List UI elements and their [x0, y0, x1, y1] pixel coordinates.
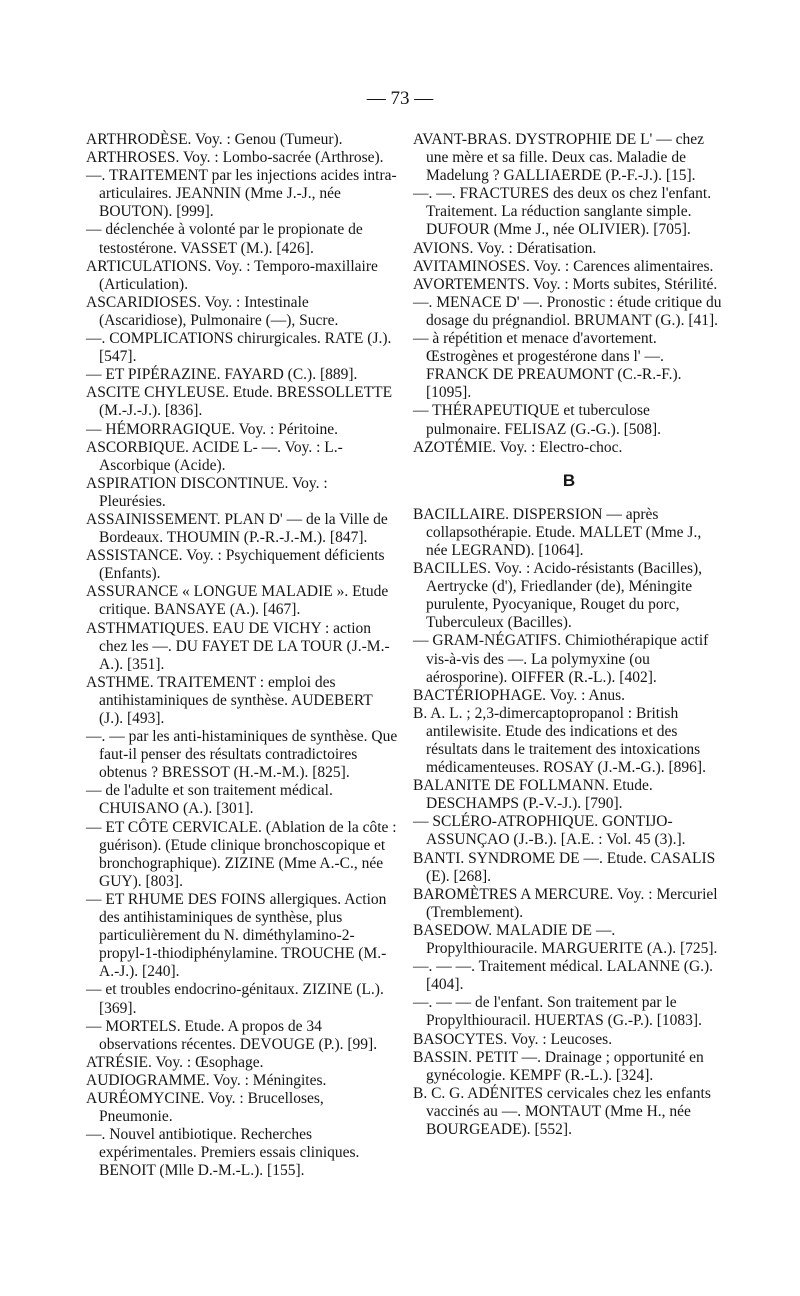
- index-entry: AVANT-BRAS. DYSTROPHIE DE L' — chez une mère et sa fille. Deux cas. Maladie de Madelung ? GALLIAERDE (P.-F.-J.). [15].: [413, 131, 704, 185]
- index-entry: BACILLAIRE. DISPERSION — après collapsothérapie. Etude. MALLET (Mme J., née LEGRAND). [1064].: [413, 505, 702, 559]
- index-entry: AVORTEMENTS. Voy. : Morts subites, Stérilité.: [413, 275, 718, 293]
- index-entry: —. — —. Traitement médical. LALANNE (G.). [404].: [413, 958, 714, 994]
- index-entry: ATRÉSIE. Voy. : Œsophage.: [86, 1053, 264, 1071]
- index-entry: BACTÉRIOPHAGE. Voy. : Anus.: [413, 686, 626, 704]
- index-entry: BASSIN. PETIT —. Drainage ; opportunité en gynécologie. KEMPF (R.-L.). [324].: [413, 1048, 704, 1084]
- index-entry: — ET RHUME DES FOINS allergiques. Action des antihistaminiques de synthèse, plus particulièrement du N. diméthylamino-2-propyl-1-thiodiphénylamine. TROUCHE (M.-A.-J.). [240].: [86, 890, 387, 981]
- index-entry: AZOTÉMIE. Voy. : Electro-choc.: [413, 438, 623, 456]
- index-entry: ASPIRATION DISCONTINUE. Voy. : Pleurésies.: [86, 474, 328, 510]
- index-entry: — déclenchée à volonté par le propionate de testostérone. VASSET (M.). [426].: [86, 221, 363, 257]
- index-entry: ASSURANCE « LONGUE MALADIE ». Etude critique. BANSAYE (A.). [467].: [86, 583, 389, 619]
- right-column: [413, 131, 725, 1139]
- index-entry: AUDIOGRAMME. Voy. : Méningites.: [86, 1071, 327, 1089]
- index-entry: — ET CÔTE CERVICALE. (Ablation de la côte : guérison). (Etude clinique bronchoscopique et bronchographique). ZIZINE (Mme A.-C., née GUY). [803].: [86, 818, 397, 890]
- index-entry: BASOCYTES. Voy. : Leucoses.: [413, 1030, 613, 1048]
- index-entry: BACILLES. Voy. : Acido-résistants (Bacilles), Aertrycke (d'), Friedlander (de), Méningite purulente, Pyocyanique, Rouget du porc, Tuberculeux (Bacilles).: [413, 560, 703, 632]
- index-entry: BASEDOW. MALADIE DE —. Propylthiouracile. MARGUERITE (A.). [725].: [413, 921, 718, 958]
- left-column: [86, 131, 398, 1180]
- index-entry: —. MENACE D' —. Pronostic : étude critique du dosage du prégnandiol. BRUMANT (G.). [41].: [413, 293, 722, 329]
- index-entry: —. — — de l'enfant. Son traitement par le Propylthiouracil. HUERTAS (G.-P.). [1083].: [413, 994, 702, 1030]
- index-entry: ASCARIDIOSES. Voy. : Intestinale (Ascaridiose), Pulmonaire (—), Sucre.: [86, 293, 339, 329]
- index-entry: ASTHMATIQUES. EAU DE VICHY : action chez les —. DU FAYET DE LA TOUR (J.-M.-A.). [351].: [86, 619, 390, 673]
- index-entry: B. C. G. ADÉNITES cervicales chez les enfants vaccinés au —. MONTAUT (Mme H., née BOURGEADE). [552].: [413, 1084, 711, 1138]
- index-entry: ASSISTANCE. Voy. : Psychiquement déficients (Enfants).: [86, 547, 385, 583]
- index-entry: ASCITE CHYLEUSE. Etude. BRESSOLLETTE (M.-J.-J.). [836].: [86, 384, 393, 420]
- index-entry: ASCORBIQUE. ACIDE L- —. Voy. : L.-Ascorbique (Acide).: [86, 438, 343, 474]
- index-entry: — de l'adulte et son traitement médical. CHUISANO (A.). [301].: [86, 782, 333, 818]
- index-entry: B. A. L. ; 2,3-dimercaptopropanol : British antilewisite. Etude des indications et des résultats dans le traitement des intoxications médicamenteuses. ROSAY (J.-M.-G.). [896].: [413, 704, 706, 777]
- page-number: — 73 —: [366, 88, 434, 109]
- index-entry: BANTI. SYNDROME DE —. Etude. CASALIS (E). [268].: [413, 849, 716, 885]
- index-entry: — à répétition et menace d'avortement. Œstrogènes et progestérone dans l' —. FRANCK DE PREAUMONT (C.-R.-F.). [1095].: [413, 330, 682, 402]
- index-entry: —. COMPLICATIONS chirurgicales. RATE (J.). [547].: [86, 330, 392, 366]
- section-letter-heading: B: [562, 470, 576, 490]
- index-entry: ASSAINISSEMENT. PLAN D' — de la Ville de Bordeaux. THOUMIN (P.-R.-J.-M.). [847].: [86, 510, 388, 547]
- index-entry: — GRAM-NÉGATIFS. Chimiothérapique actif vis-à-vis des —. La polymyxine (ou aérosporine). OIFFER (R.-L.). [402].: [413, 632, 709, 686]
- index-entry: — ET PIPÉRAZINE. FAYARD (C.). [889].: [86, 366, 358, 384]
- index-entry: AVITAMINOSES. Voy. : Carences alimentaires.: [413, 257, 714, 275]
- index-entry: — MORTELS. Etude. A propos de 34 observations récentes. DEVOUGE (P.). [99].: [86, 1017, 378, 1053]
- index-entry: — et troubles endocrino-génitaux. ZIZINE (L.). [369].: [86, 981, 384, 1017]
- index-entry: —. Nouvel antibiotique. Recherches expérimentales. Premiers essais cliniques. BENOIT (Mlle D.-M.-L.). [155].: [86, 1126, 360, 1180]
- index-entry: — THÉRAPEUTIQUE et tuberculose pulmonaire. FELISAZ (G.-G.). [508].: [413, 402, 662, 438]
- index-entry: BALANITE DE FOLLMANN. Etude. DESCHAMPS (P.-V.-J.). [790].: [413, 777, 653, 813]
- index-entry: ARTHRODÈSE. Voy. : Genou (Tumeur).: [86, 131, 343, 148]
- index-entry: ARTICULATIONS. Voy. : Temporo-maxillaire (Articulation).: [86, 257, 378, 293]
- index-entry: BAROMÈTRES A MERCURE. Voy. : Mercuriel (Tremblement).: [413, 885, 718, 921]
- index-entry: —. TRAITEMENT par les injections acides intra-articulaires. JEANNIN (Mme J.-J., née BOUTON). [999].: [86, 167, 397, 221]
- index-entry: ASTHME. TRAITEMENT : emploi des antihistaminiques de synthèse. AUDEBERT (J.). [493].: [86, 673, 373, 727]
- index-entry: AURÉOMYCINE. Voy. : Brucelloses, Pneumonie.: [86, 1089, 324, 1126]
- index-entry: — HÉMORRAGIQUE. Voy. : Péritoine.: [86, 420, 339, 438]
- index-entry: — SCLÉRO-ATROPHIQUE. GONTIJO-ASSUNÇAO (J.-B.). [A.E. : Vol. 45 (3).].: [413, 813, 686, 849]
- index-entry: —. — par les anti-histaminiques de synthèse. Que faut-il penser des résultats contradictoires obtenus ? BRESSOT (H.-M.-M.). [825].: [86, 728, 398, 782]
- index-entry: —. —. FRACTURES des deux os chez l'enfant. Traitement. La réduction sanglante simple. DUFOUR (Mme J., née OLIVIER). [705].: [413, 185, 712, 239]
- index-entry: ARTHROSES. Voy. : Lombo-sacrée (Arthrose).: [86, 149, 384, 167]
- index-entry: AVIONS. Voy. : Dératisation.: [413, 239, 597, 257]
